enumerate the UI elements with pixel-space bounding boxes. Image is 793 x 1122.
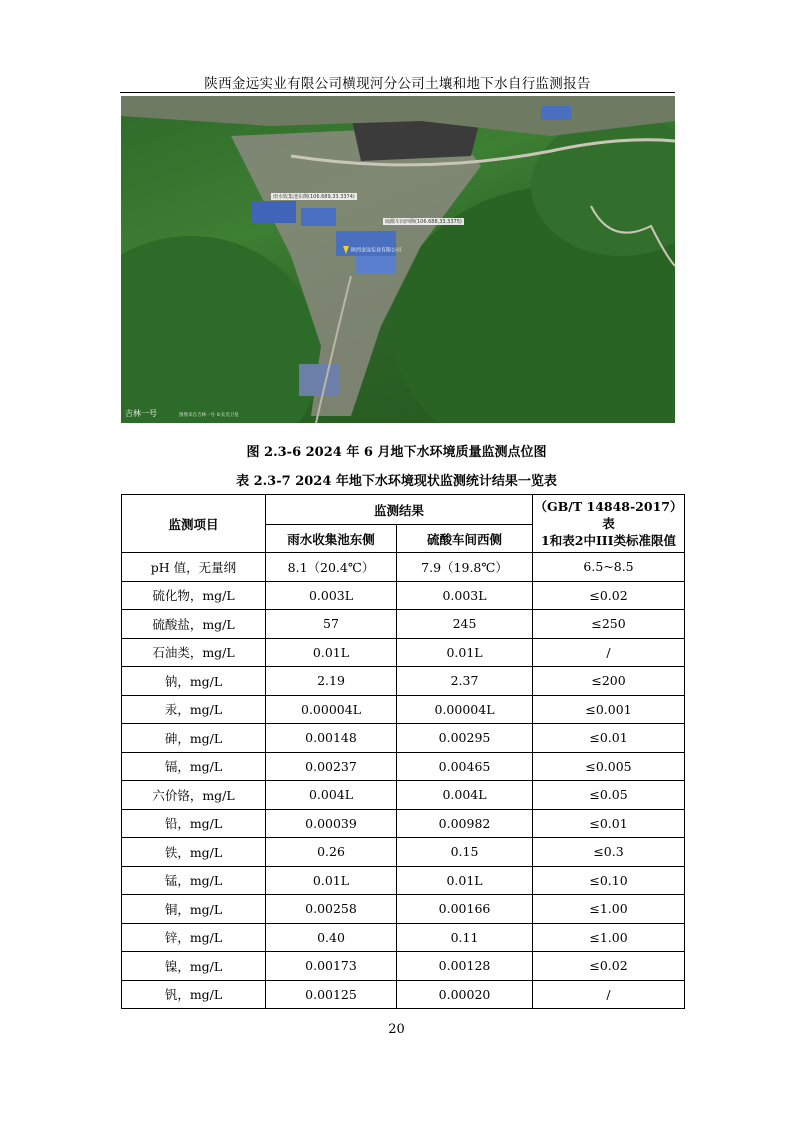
cell-item: 铜，mg/L — [122, 895, 266, 924]
cell-item: 硫酸盐，mg/L — [122, 610, 266, 639]
map-copyright: 图像来自吉林一号 ©长光卫星 — [179, 413, 239, 418]
cell-item: 钠，mg/L — [122, 667, 266, 696]
cell-site2: 0.003L — [397, 581, 533, 610]
cell-standard: ≤200 — [533, 667, 685, 696]
cell-site1: 0.40 — [266, 923, 397, 952]
cell-item: 铁，mg/L — [122, 838, 266, 867]
cell-site1: 0.00125 — [266, 980, 397, 1009]
header-site1: 雨水收集池东侧 — [266, 525, 397, 553]
cell-site1: 0.00039 — [266, 809, 397, 838]
cell-standard: 6.5~8.5 — [533, 553, 685, 582]
table-row — [122, 923, 685, 952]
table-row — [122, 809, 685, 838]
building-roof — [299, 364, 339, 396]
cell-site1: 0.00148 — [266, 724, 397, 753]
header-site2: 硫酸车间西侧 — [397, 525, 533, 553]
cell-site2: 0.11 — [397, 923, 533, 952]
cell-item: 砷，mg/L — [122, 724, 266, 753]
cell-standard: ≤0.10 — [533, 866, 685, 895]
cell-site2: 0.00004L — [397, 695, 533, 724]
page-number: 20 — [388, 1022, 405, 1037]
header-standard-line1: （GB/T 14848-2017）表 — [534, 499, 683, 531]
cell-standard: ≤1.00 — [533, 895, 685, 924]
figure-caption: 图 2.3-6 2024 年 6 月地下水环境质量监测点位图 — [246, 445, 547, 460]
cell-site1: 0.004L — [266, 781, 397, 810]
cell-standard: ≤1.00 — [533, 923, 685, 952]
table-row — [122, 895, 685, 924]
cell-site1: 8.1（20.4℃） — [266, 553, 397, 582]
cell-item: 六价铬，mg/L — [122, 781, 266, 810]
cell-site1: 0.00258 — [266, 895, 397, 924]
cell-standard: ≤0.005 — [533, 752, 685, 781]
cell-standard: ≤0.01 — [533, 724, 685, 753]
table-row — [122, 724, 685, 753]
table-row — [122, 781, 685, 810]
cell-site1: 0.00173 — [266, 952, 397, 981]
company-marker-label: 陕西金远实业有限公司 — [351, 247, 402, 254]
table-row — [122, 980, 685, 1009]
cell-site2: 0.15 — [397, 838, 533, 867]
cell-item: 汞，mg/L — [122, 695, 266, 724]
cell-site2: 245 — [397, 610, 533, 639]
cell-site1: 0.01L — [266, 638, 397, 667]
table-row — [122, 638, 685, 667]
table-row — [122, 838, 685, 867]
building-roof — [301, 208, 336, 226]
cell-standard: ≤250 — [533, 610, 685, 639]
header-item: 监测项目 — [122, 495, 266, 553]
table-row — [122, 610, 685, 639]
table-row — [122, 866, 685, 895]
header-result: 监测结果 — [266, 495, 533, 525]
table-row — [122, 581, 685, 610]
building-roof — [356, 256, 396, 274]
cell-standard: ≤0.3 — [533, 838, 685, 867]
cell-site1: 0.00237 — [266, 752, 397, 781]
header-standard-line2: 1和表2中III类标准限值 — [541, 533, 676, 548]
map-brand-logo: 吉林一号 — [125, 409, 157, 418]
monitoring-point-label: 雨水收集池东侧(106.689,33.3374) — [273, 194, 355, 200]
cell-site1: 0.01L — [266, 866, 397, 895]
cell-site1: 57 — [266, 610, 397, 639]
cell-item: 钒，mg/L — [122, 980, 266, 1009]
cell-site2: 0.004L — [397, 781, 533, 810]
cell-site2: 7.9（19.8℃） — [397, 553, 533, 582]
cell-item: 镍，mg/L — [122, 952, 266, 981]
cell-site1: 0.00004L — [266, 695, 397, 724]
page-header: 陕西金远实业有限公司横现河分公司土壤和地下水自行监测报告 — [204, 76, 591, 92]
cell-site1: 2.19 — [266, 667, 397, 696]
cell-site1: 0.003L — [266, 581, 397, 610]
groundwater-results-table — [121, 494, 685, 1009]
cell-site2: 0.00166 — [397, 895, 533, 924]
cell-site2: 0.01L — [397, 866, 533, 895]
cell-item: pH 值，无量纲 — [122, 553, 266, 582]
cell-site2: 0.01L — [397, 638, 533, 667]
cell-site1: 0.26 — [266, 838, 397, 867]
cell-item: 石油类，mg/L — [122, 638, 266, 667]
table-row — [122, 952, 685, 981]
cell-standard: ≤0.01 — [533, 809, 685, 838]
cell-site2: 2.37 — [397, 667, 533, 696]
location-pin-icon — [343, 246, 349, 254]
building-roof — [251, 201, 296, 223]
header-standard — [533, 495, 685, 553]
company-marker — [343, 246, 401, 254]
forest-area — [121, 236, 321, 423]
table-row — [122, 553, 685, 582]
satellite-map-image — [121, 96, 675, 423]
cell-item: 铅，mg/L — [122, 809, 266, 838]
cell-standard: ≤0.02 — [533, 581, 685, 610]
cell-site2: 0.00982 — [397, 809, 533, 838]
cell-site2: 0.00465 — [397, 752, 533, 781]
table-row — [122, 667, 685, 696]
cell-item: 锰，mg/L — [122, 866, 266, 895]
map-terrain — [121, 96, 675, 423]
cell-standard: ≤0.05 — [533, 781, 685, 810]
cell-item: 镉，mg/L — [122, 752, 266, 781]
table-caption: 表 2.3-7 2024 年地下水环境现状监测统计结果一览表 — [236, 474, 557, 489]
cell-standard: / — [533, 638, 685, 667]
table-row — [122, 695, 685, 724]
cell-standard: / — [533, 980, 685, 1009]
header-divider — [120, 92, 675, 93]
cell-standard: ≤0.02 — [533, 952, 685, 981]
cell-site2: 0.00295 — [397, 724, 533, 753]
cell-site2: 0.00020 — [397, 980, 533, 1009]
table-row — [122, 752, 685, 781]
cell-standard: ≤0.001 — [533, 695, 685, 724]
cell-site2: 0.00128 — [397, 952, 533, 981]
monitoring-point-label: 硫酸车间西侧(106.688,33.3375) — [385, 219, 462, 225]
cell-item: 硫化物，mg/L — [122, 581, 266, 610]
building-roof — [541, 106, 571, 120]
cell-item: 锌，mg/L — [122, 923, 266, 952]
